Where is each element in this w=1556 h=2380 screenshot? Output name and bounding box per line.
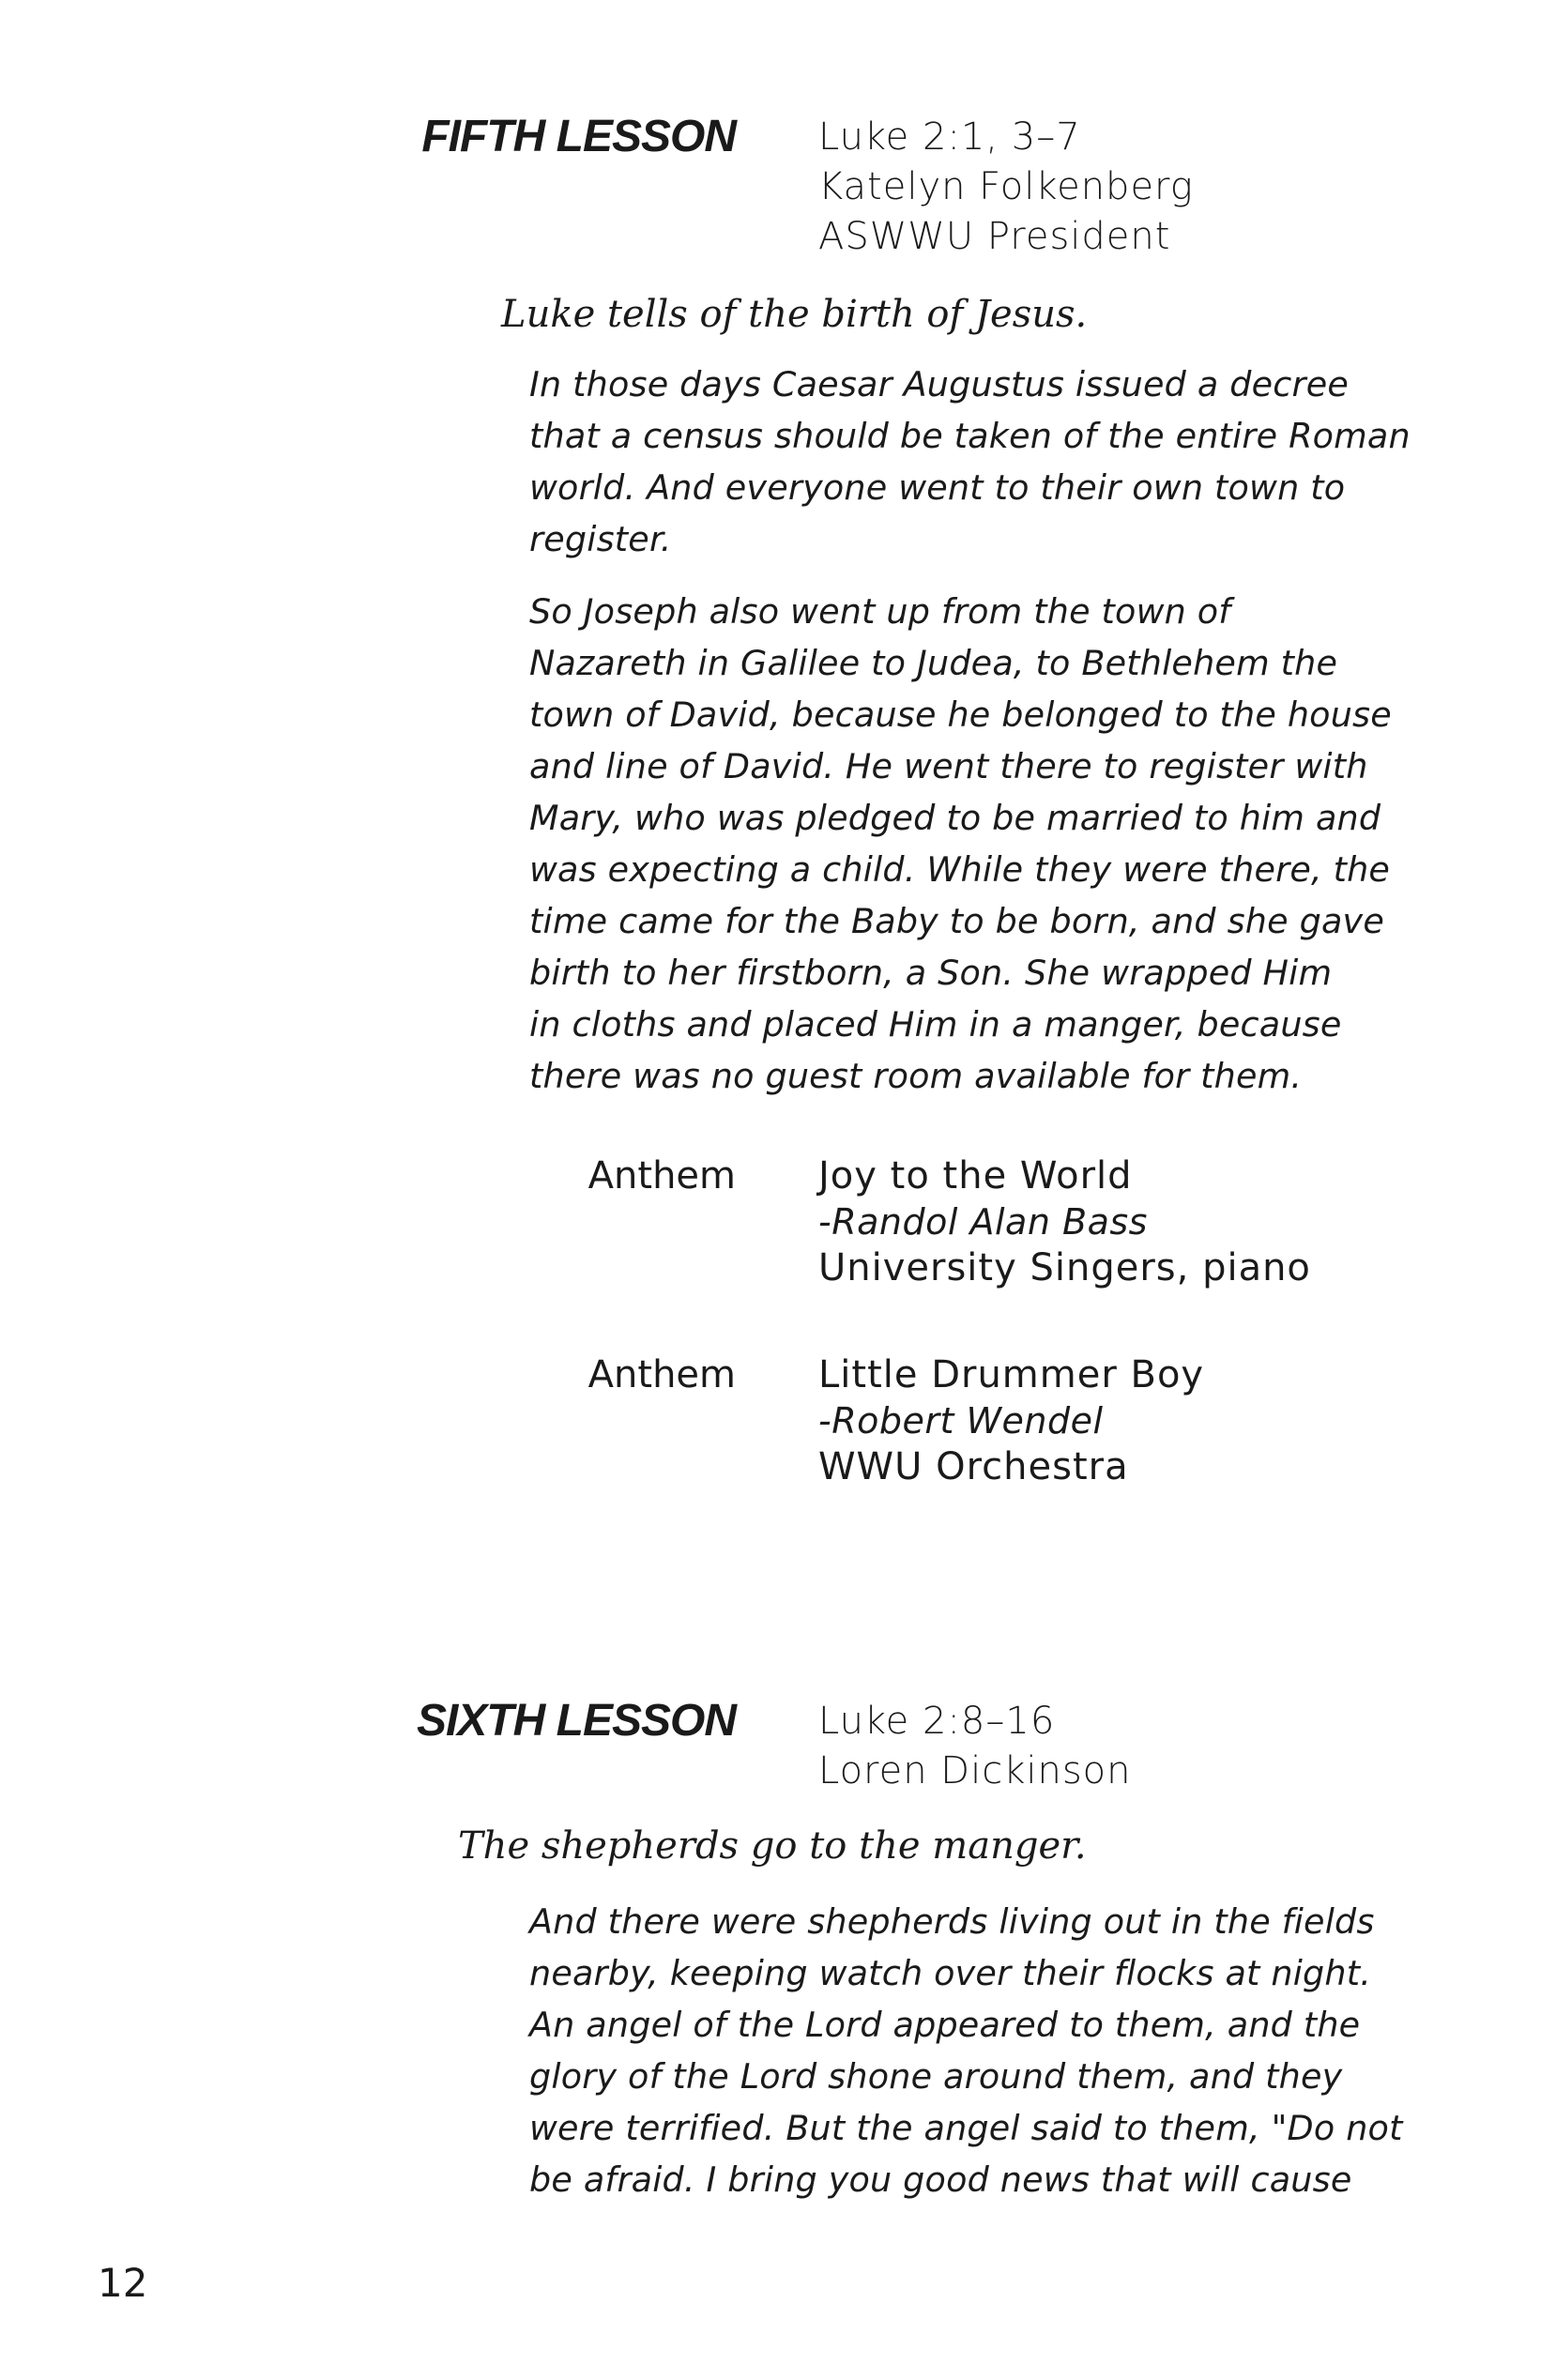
anthem-composer: -Randol Alan Bass (818, 1201, 1148, 1243)
sixth-lesson-heading: SIXTH LESSON (416, 1696, 736, 1746)
page-number: 12 (98, 2260, 148, 2306)
scripture-line: be afraid. I bring you good news that will cause (529, 2159, 1352, 2200)
anthem-label: Anthem (587, 1353, 736, 1396)
anthem-label: Anthem (587, 1154, 736, 1198)
scripture-line: In those days Caesar Augustus issued a decree (529, 364, 1350, 404)
scripture-line: that a census should be taken of the entire Roman (529, 416, 1411, 456)
anthem-title: Little Drummer Boy (818, 1353, 1205, 1396)
scripture-line: glory of the Lord shone around them, and they (529, 2056, 1343, 2097)
anthem-details (818, 1152, 1311, 1291)
scripture-line: And there were shepherds living out in the fields (529, 1901, 1375, 1942)
scripture-line: town of David, because he belonged to the house (529, 694, 1392, 735)
fifth-lesson-reference: Luke 2:1, 3–7 (818, 115, 1081, 159)
anthem-performers: WWU Orchestra (818, 1445, 1129, 1488)
scripture-line: there was no guest room available for them. (529, 1056, 1303, 1096)
scripture-line: birth to her firstborn, a Son. She wrapped Him (529, 953, 1333, 993)
scripture-line: in cloths and placed Him in a manger, because (529, 1004, 1342, 1045)
scripture-line: world. And everyone went to their own town to (529, 467, 1346, 508)
scripture-line: and line of David. He went there to register with (529, 746, 1368, 786)
scripture-paragraph (529, 586, 1487, 1102)
scripture-line: Mary, who was pledged to be married to him and (529, 798, 1381, 838)
fifth-lesson-reference-block (818, 113, 1194, 262)
sixth-lesson-scripture (529, 1896, 1487, 2226)
sixth-lesson-summary: The shepherds go to the manger. (458, 1824, 1087, 1868)
anthem-composer: -Robert Wendel (818, 1400, 1104, 1442)
fifth-lesson-scripture (529, 359, 1487, 1122)
scripture-line: time came for the Baby to be born, and she gave (529, 901, 1384, 941)
scripture-line: Nazareth in Galilee to Judea, to Bethlehem the (529, 643, 1338, 683)
fifth-lesson-reader-title: ASWWU President (818, 215, 1171, 258)
scripture-line: register. (529, 519, 672, 559)
scripture-paragraph (529, 359, 1487, 565)
scripture-paragraph (529, 1896, 1487, 2205)
scripture-line: So Joseph also went up from the town of (529, 591, 1231, 632)
sixth-lesson-reference-block (818, 1697, 1132, 1796)
anthem-details (818, 1351, 1204, 1490)
fifth-lesson-summary: Luke tells of the birth of Jesus. (501, 293, 1088, 336)
fifth-lesson-reader: Katelyn Folkenberg (818, 165, 1194, 208)
fifth-lesson-heading: FIFTH LESSON (421, 112, 736, 161)
anthem-performers: University Singers, piano (818, 1246, 1311, 1289)
scripture-line: were terrified. But the angel said to them, "Do not (529, 2108, 1403, 2148)
anthem-title: Joy to the World (818, 1154, 1133, 1198)
scripture-line: An angel of the Lord appeared to them, and the (529, 2005, 1361, 2045)
sixth-lesson-reference: Luke 2:8–16 (818, 1700, 1056, 1743)
scripture-line: was expecting a child. While they were there, the (529, 849, 1391, 890)
scripture-line: nearby, keeping watch over their flocks at night. (529, 1953, 1372, 1993)
sixth-lesson-reader: Loren Dickinson (818, 1749, 1132, 1793)
